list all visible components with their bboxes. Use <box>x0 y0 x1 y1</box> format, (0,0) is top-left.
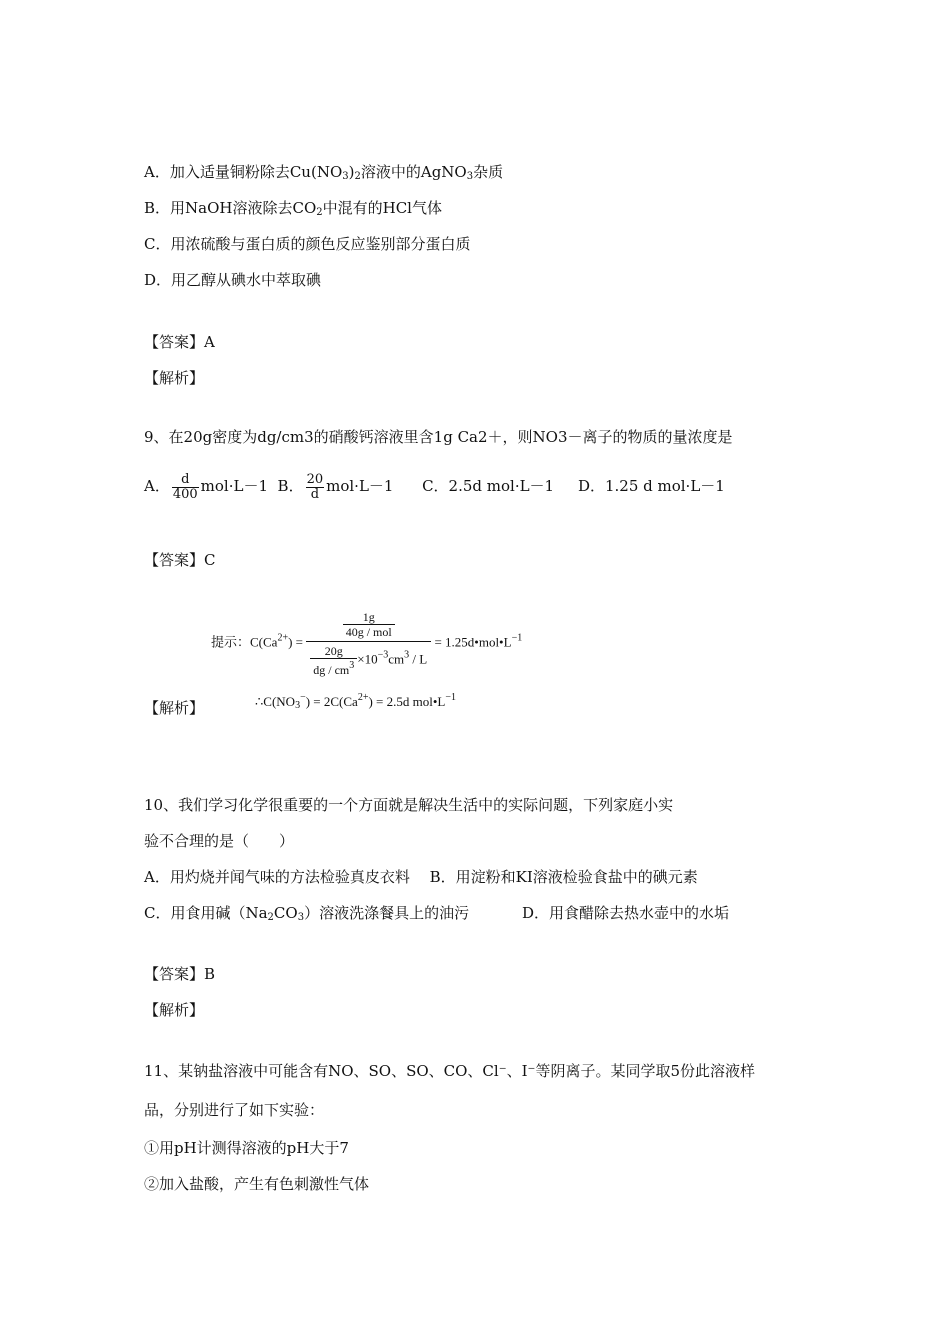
q9-answer: 【答案】C <box>144 551 216 569</box>
q9-hint-result: $\therefore C(NO_3^-) = 2C(Ca^{2+}) = 2.5d$ $mol•L^{-1}$ <box>255 692 456 711</box>
q10-stem-line2: 验不合理的是（ ） <box>144 832 295 850</box>
q10-analysis: 【解析】 <box>144 1001 205 1019</box>
q9-fraction-b: $\frac{20}{d}$ <box>306 471 324 502</box>
q10-answer: 【答案】B <box>144 965 216 983</box>
q8-option-a: A．加入适量铜粉除去$Cu(NO_3)_2$溶液中的AgNO$_3$杂质 <box>144 163 504 182</box>
q11-step-1: ①用pH计测得溶液的pH大于7 <box>144 1139 349 1157</box>
q9-options: A． $\frac{d}{400}$ mol·L－1 B． $\frac{20}{d}$ mol·L－1 C．2.5d mol·L－1 D．1.25 d mol·L－1 <box>144 471 725 502</box>
q8-answer: 【答案】A <box>144 333 215 351</box>
q8-option-b: B．用NaOH溶液除去$CO_2$中混有的HCl气体 <box>144 199 442 218</box>
q8-option-c: C．用浓硫酸与蛋白质的颜色反应鉴别部分蛋白质 <box>144 235 471 253</box>
q10-stem-line1: 10、我们学习化学很重要的一个方面就是解决生活中的实际问题，下列家庭小实 <box>144 796 674 814</box>
q10-option-d: D．用食醋除去热水壶中的水垢 <box>522 904 730 922</box>
q9-stem: 9、在20g密度为dg/cm3的硝酸钙溶液里含1g Ca2＋，则NO3－离子的物质的量浓度是 <box>144 428 733 446</box>
q9-analysis: 【解析】 <box>144 699 205 717</box>
q11-stem-line1: 11、某钠盐溶液中可能含有NO、SO、SO、CO、Cl⁻、I⁻等阴离子。某同学取5份此溶液样 <box>144 1062 756 1080</box>
q9-fraction-a: $\frac{d}{400}$ <box>172 471 198 502</box>
q11-stem-line2: 品，分别进行了如下实验： <box>144 1101 325 1119</box>
q11-step-2: ②加入盐酸，产生有色刺激性气体 <box>144 1175 370 1193</box>
q8-analysis: 【解析】 <box>144 369 205 387</box>
q8-option-d: D．用乙醇从碘水中萃取碘 <box>144 271 322 289</box>
q10-options-ab: A．用灼烧并闻气味的方法检验真皮衣料 B．用淀粉和KI溶液检验食盐中的碘元素 <box>144 868 698 886</box>
q10-option-c: C．用食用碱$(Na_2CO_3)$溶液洗涤餐具上的油污 <box>144 904 470 923</box>
q9-hint-formula: 提示：$C(Ca^{2+})$ = 1g 40g / mol $\frac{20g}{dg / cm^3}$ $\times 10^{-3}cm^3 / L$ = $1.25d•mol•L^{-1}$ <box>211 610 523 677</box>
